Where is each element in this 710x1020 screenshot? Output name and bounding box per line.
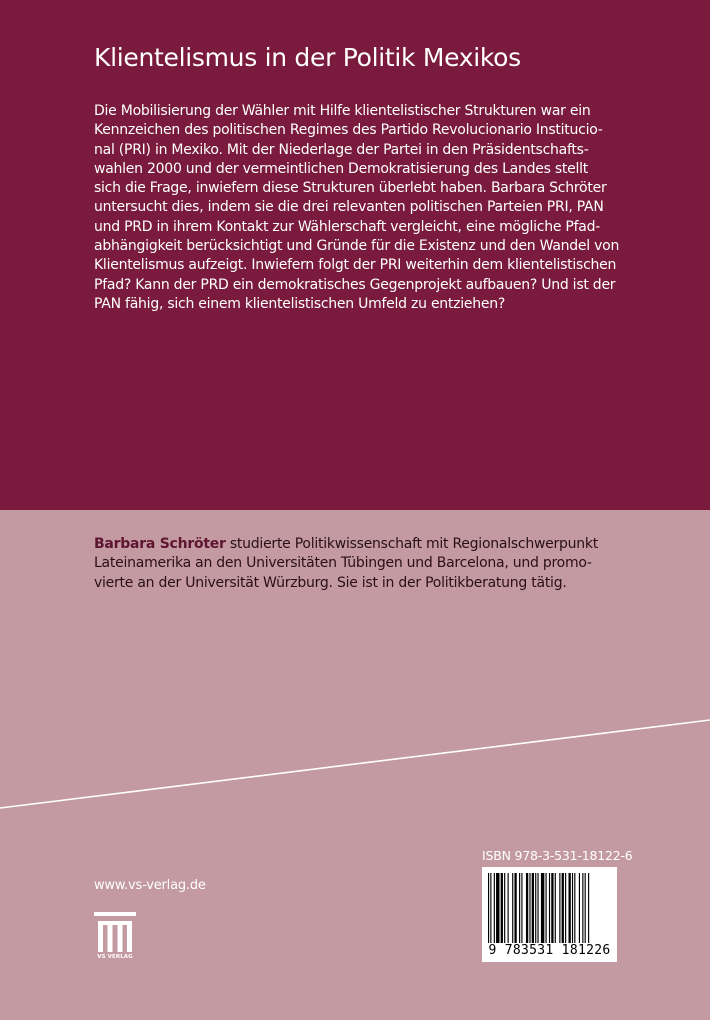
isbn-label: ISBN 978-3-531-18122-6	[482, 848, 633, 863]
barcode-bar	[585, 873, 586, 943]
barcode-bar	[529, 873, 530, 943]
barcode-bar	[569, 873, 571, 943]
barcode-bar	[501, 873, 503, 943]
barcode-bar	[504, 873, 505, 943]
barcode-bar	[512, 873, 513, 943]
barcode-bar	[490, 873, 491, 943]
barcode-bar	[574, 873, 575, 943]
author-bio	[94, 535, 634, 593]
barcode-bar	[549, 873, 550, 943]
barcode-bar	[521, 873, 522, 943]
author-bio-text: studierte Politikwissenschaft mit Regionalschwerpunkt Lateinamerika an den Universitäten Tübingen und Barcelona, und promo- vierte an der Universität Würzburg. Sie ist in der Politikberatung tätig.	[94, 536, 599, 591]
barcode-bar	[546, 873, 547, 943]
barcode-bar	[559, 873, 560, 943]
book-blurb: Die Mobilisierung der Wähler mit Hilfe klientelistischer Strukturen war ein Kennzeichen des politischen Regimes des Partido Revolucionario Institucio- nal (PRI) in Mexiko. Mit der Niederlage der Partei in den Präsidentschafts- wahlen 2000 und der vermeintlichen Demokratisierung des Landes stellt sich die Frage, inwiefern diese Strukturen überlebt haben. Barbara Schröter untersucht dies, indem sie die drei relevanten politischen Parteien PRI, PAN und PRD in ihrem Kontakt zur Wählerschaft vergleicht, eine mögliche Pfad- abhängigkeit berücksichtigt und Gründe für die Existenz und den Wandel von Klientelismus aufzeigt. Inwiefern folgt der PRI weiterhin dem klientelistischen Pfad? Kann der PRD ein demokratisches Gegenprojekt aufbauen? Und ist der PAN fähig, sich einem klientelistischen Umfeld zu entziehen?	[94, 103, 620, 312]
barcode-bar	[494, 873, 495, 943]
barcode-bar	[496, 873, 499, 943]
barcode-box	[482, 867, 617, 962]
barcode-bar	[562, 873, 564, 943]
barcode-bar	[555, 873, 556, 943]
barcode-digits: 9 783531 181226	[488, 943, 611, 958]
barcode-bar	[588, 873, 589, 943]
publisher-logo-text: VS VERLAG	[97, 954, 133, 960]
barcode-icon	[488, 873, 611, 943]
barcode-bar	[551, 873, 553, 943]
decorative-diagonal-line	[0, 700, 710, 820]
author-name: Barbara Schröter	[94, 536, 226, 552]
barcode-bar	[519, 873, 520, 943]
barcode-bar	[532, 873, 534, 943]
barcode-bar	[565, 873, 566, 943]
barcode-bar	[508, 873, 509, 943]
barcode-bar	[526, 873, 528, 943]
barcode-bar	[514, 873, 516, 943]
barcode-bar	[579, 873, 580, 943]
barcode-bar	[488, 873, 489, 943]
barcode-bar	[582, 873, 583, 943]
barcode-bar	[537, 873, 538, 943]
barcode-bar	[572, 873, 573, 943]
publisher-website: www.vs-verlag.de	[94, 878, 206, 893]
book-title: Klientelismus in der Politik Mexikos	[94, 43, 521, 72]
barcode-bar	[541, 873, 544, 943]
barcode-bar	[535, 873, 536, 943]
